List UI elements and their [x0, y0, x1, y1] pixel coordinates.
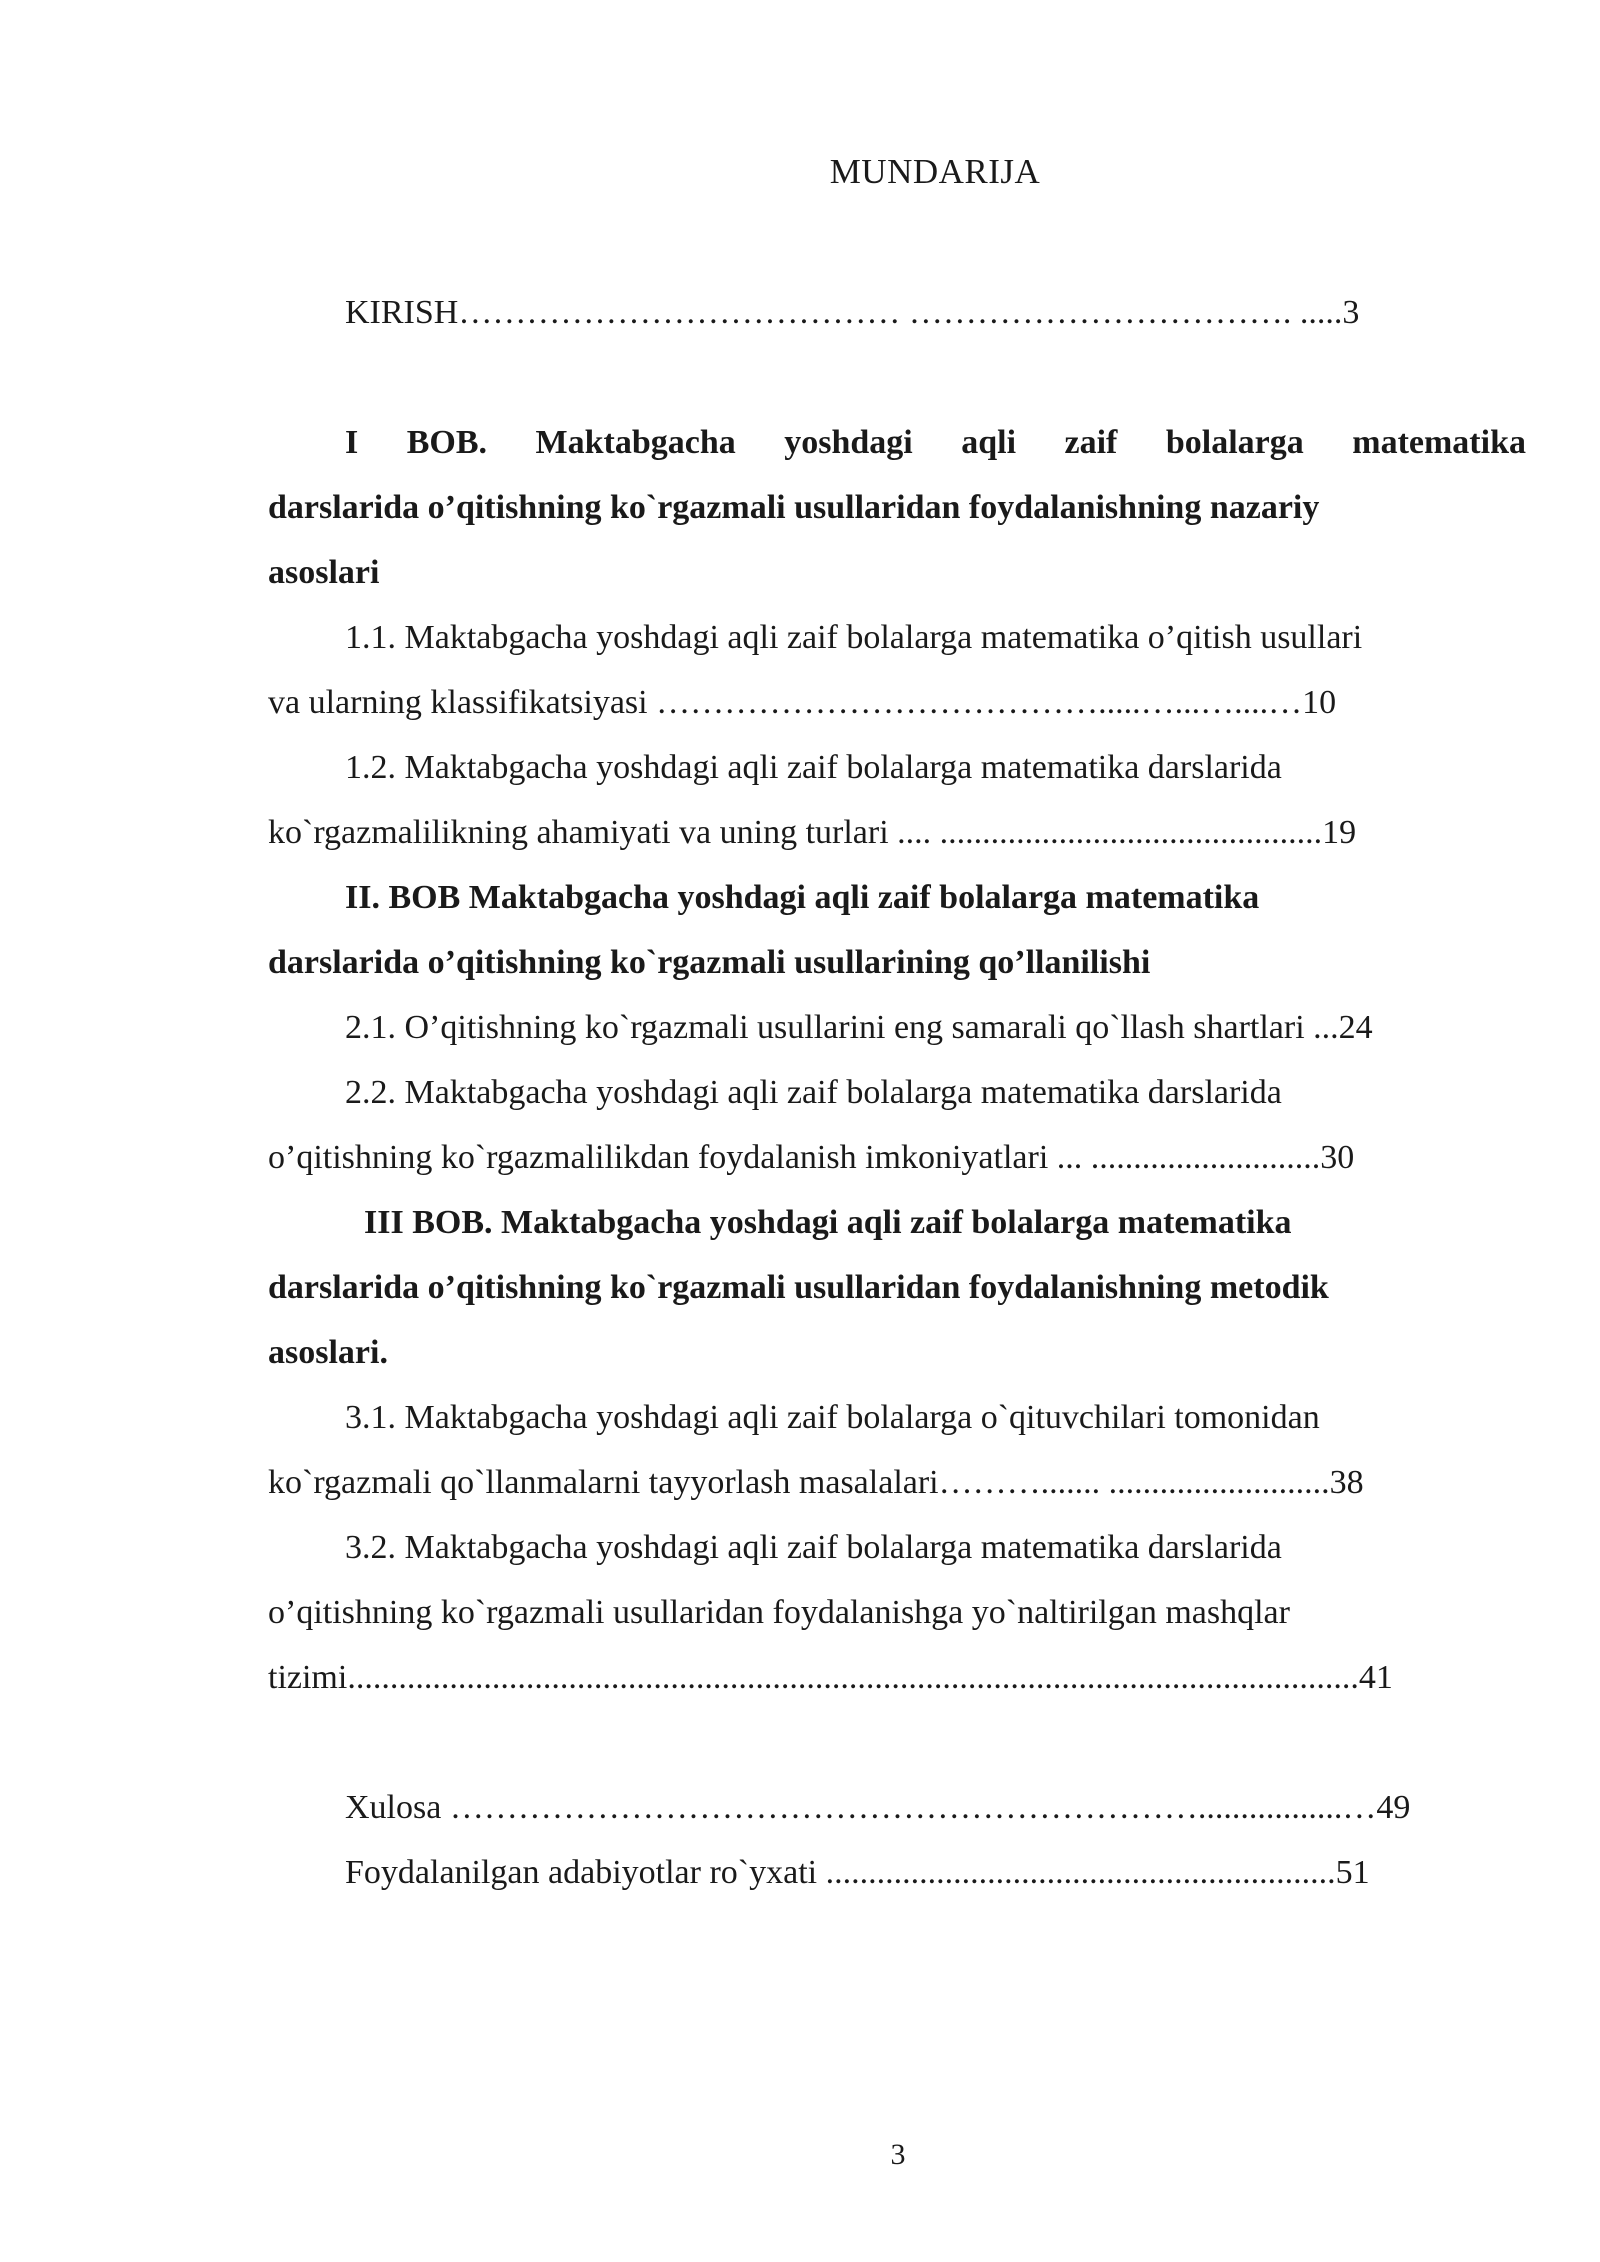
- toc-chapter-3-heading-line-2: darslarida o’qitishning ko`rgazmali usullaridan foydalanishning metodik: [268, 1269, 1329, 1306]
- toc-section-3-2-line-2: o’qitishning ko`rgazmali usullaridan foydalanishga yo`naltirilgan mashqlar: [268, 1594, 1290, 1631]
- toc-section-2-1-line-1: 2.1. O’qitishning ko`rgazmali usullarini eng samarali qo`llash shartlari ...24: [345, 1009, 1373, 1046]
- page-number: 3: [890, 2138, 906, 2171]
- toc-section-3-1-line-1: 3.1. Maktabgacha yoshdagi aqli zaif bolalarga o`qituvchilari tomonidan: [345, 1399, 1320, 1436]
- toc-chapter-2-heading-line-2: darslarida o’qitishning ko`rgazmali usullarining qo’llanilishi: [268, 944, 1151, 981]
- toc-chapter-1-heading-line-1: I BOB. Maktabgacha yoshdagi aqli zaif bolalarga matematika: [345, 424, 1526, 461]
- toc-section-1-2-line-1: 1.2. Maktabgacha yoshdagi aqli zaif bolalarga matematika darslarida: [345, 749, 1282, 786]
- spacer: [268, 345, 1526, 410]
- toc-entry-adabiyotlar: Foydalanilgan adabiyotlar ro`yxati ............................................................51: [345, 1854, 1370, 1891]
- toc-section-3-2-line-3: tizimi.......................................................................................................................41: [268, 1659, 1393, 1696]
- toc-section-2-2-line-2: o’qitishning ko`rgazmalilikdan foydalanish imkoniyatlari ... ...........................30: [268, 1139, 1355, 1176]
- table-of-contents: [268, 280, 1526, 1905]
- toc-section-1-1-line-2: va ularning klassifikatsiyasi ………………………………….....…...…....…10: [268, 684, 1337, 721]
- toc-entry-xulosa: Xulosa ………………………………………………………….................…49: [345, 1789, 1411, 1826]
- toc-section-1-1-line-1: 1.1. Maktabgacha yoshdagi aqli zaif bolalarga matematika o’qitish usullari: [345, 619, 1363, 656]
- toc-section-1-2-line-2: ko`rgazmalilikning ahamiyati va uning turlari .... .............................................19: [268, 814, 1357, 851]
- toc-section-3-1-line-2: ko`rgazmali qo`llanmalarni tayyorlash masalalari………....... ..........................38: [268, 1464, 1364, 1501]
- toc-chapter-2-heading-line-1: II. BOB Maktabgacha yoshdagi aqli zaif bolalarga matematika: [345, 879, 1260, 916]
- toc-chapter-3-heading-line-3: asoslari.: [268, 1334, 388, 1371]
- spacer: [268, 1710, 1526, 1775]
- toc-section-2-2-line-1: 2.2. Maktabgacha yoshdagi aqli zaif bolalarga matematika darslarida: [345, 1074, 1282, 1111]
- page-title: MUNDARIJA: [829, 152, 1041, 191]
- toc-section-3-2-line-1: 3.2. Maktabgacha yoshdagi aqli zaif bolalarga matematika darslarida: [345, 1529, 1282, 1566]
- toc-chapter-1-heading-line-3: asoslari: [268, 554, 380, 591]
- toc-entry-kirish: KIRISH………………………………… ……………………………. .....3: [345, 294, 1360, 331]
- toc-chapter-1-heading-line-2: darslarida o’qitishning ko`rgazmali usullaridan foydalanishning nazariy: [268, 489, 1320, 526]
- toc-chapter-3-heading-line-1: III BOB. Maktabgacha yoshdagi aqli zaif bolalarga matematika: [364, 1204, 1292, 1241]
